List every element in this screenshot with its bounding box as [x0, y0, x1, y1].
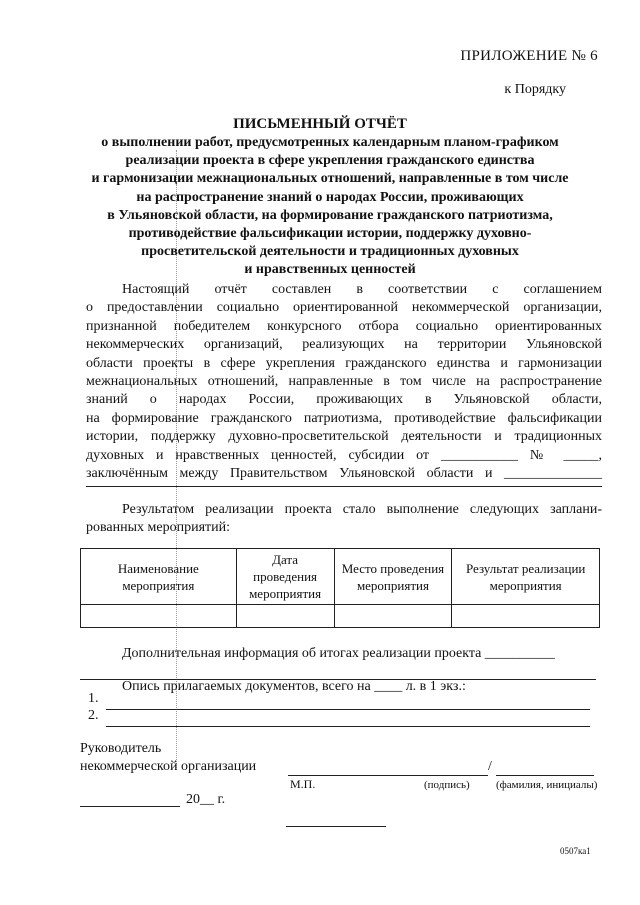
signature-slash: / [488, 759, 492, 774]
subtitle-line: реализации проекта в сфере укрепления гражданского единства [125, 153, 535, 169]
name-caption: (фамилия, инициалы) [496, 779, 598, 791]
list-number: 1. [88, 691, 99, 706]
order-reference: к Порядку [504, 82, 566, 97]
signature-caption: (подпись) [424, 779, 470, 791]
subtitle-line: о выполнении работ, предусмотренных календарным планом-графиком [101, 135, 559, 150]
report-paragraph [86, 281, 602, 483]
list-number: 2. [88, 708, 99, 723]
appendix-label: ПРИЛОЖЕНИЕ № 6 [460, 48, 598, 64]
inventory-label: Опись прилагаемых документов, всего на ____ л. в 1 экз.: [122, 679, 466, 694]
paragraph-line: духовных и нравственных ценностей, субсидии от ___________ № _____, [86, 447, 602, 463]
paragraph-line: межнациональных отношений, направленные в том числе на распространение [86, 374, 602, 390]
name-line[interactable] [496, 775, 594, 776]
subtitle-line: и гармонизации межнациональных отношений, направленные в том числе [91, 171, 569, 187]
stamp-label: М.П. [290, 777, 316, 791]
signature-line[interactable] [288, 775, 488, 776]
signatory-organization: некоммерческой организации [80, 759, 257, 774]
table-cell[interactable] [452, 605, 600, 628]
column-header: Место проведения мероприятия [334, 549, 452, 605]
paragraph-line: знаний о народах России, проживающих в Ульяновской области, [86, 392, 602, 408]
table-cell[interactable] [236, 605, 334, 628]
inventory-line-2[interactable] [106, 726, 590, 727]
table-header-row [81, 549, 600, 605]
paragraph-line: области проекты в сфере укрепления гражданского единства и гармонизации [86, 355, 602, 371]
paragraph-line: на формирование гражданского патриотизма, противодействие фальсификации [86, 410, 602, 426]
subtitle-line: на распространение знаний о народах России, проживающих [136, 189, 524, 205]
paragraph-line: истории, поддержку духовно-просветительской деятельности и традиционных [86, 429, 602, 445]
events-paragraph [86, 501, 602, 538]
paragraph-line: Результатом реализации проекта стало выполнение следующих заплани- [122, 502, 602, 517]
table-row [81, 605, 600, 628]
events-table [80, 548, 600, 628]
column-header: Дата проведения мероприятия [236, 549, 334, 605]
subtitle-line: противодействие фальсификации истории, поддержку духовно- [128, 226, 532, 242]
extra-line [286, 826, 386, 827]
paragraph-line: Настоящий отчёт составлен в соответствии с соглашением [122, 282, 602, 297]
table-cell[interactable] [81, 605, 237, 628]
paragraph-line: признанной победителем конкурсного отбора социально ориентированных [86, 318, 602, 334]
paragraph-line: некоммерческих организаций, реализующих на территории Ульяновской [86, 337, 602, 353]
document-subtitle [60, 134, 600, 280]
document-title: ПИСЬМЕННЫЙ ОТЧЁТ [233, 116, 407, 132]
table-cell[interactable] [334, 605, 452, 628]
paragraph-line: о предоставлении социально ориентированной некоммерческой организации, [86, 300, 602, 316]
date-year: 20__ г. [186, 792, 226, 807]
paragraph-line: заключённым между Правительством Ульяновской области и ______________ [86, 466, 602, 482]
paragraph-line: рованных мероприятий: [86, 520, 231, 536]
additional-info-label: Дополнительная информация об итогах реализации проекта __________ [122, 646, 555, 661]
subtitle-line: в Ульяновской области, на формирование гражданского патриотизма, [107, 207, 553, 223]
inventory-line-1[interactable] [106, 709, 590, 710]
footer-code: 0507ка1 [560, 846, 591, 856]
paragraph-end-line [86, 486, 602, 487]
date-line[interactable] [80, 806, 180, 807]
column-header: Результат реализации мероприятия [452, 549, 600, 605]
signatory-role: Руководитель [80, 741, 162, 756]
column-header: Наименование мероприятия [81, 549, 237, 605]
subtitle-line: просветительской деятельности и традиционных духовных [141, 244, 519, 260]
subtitle-line: и нравственных ценностей [244, 262, 416, 278]
